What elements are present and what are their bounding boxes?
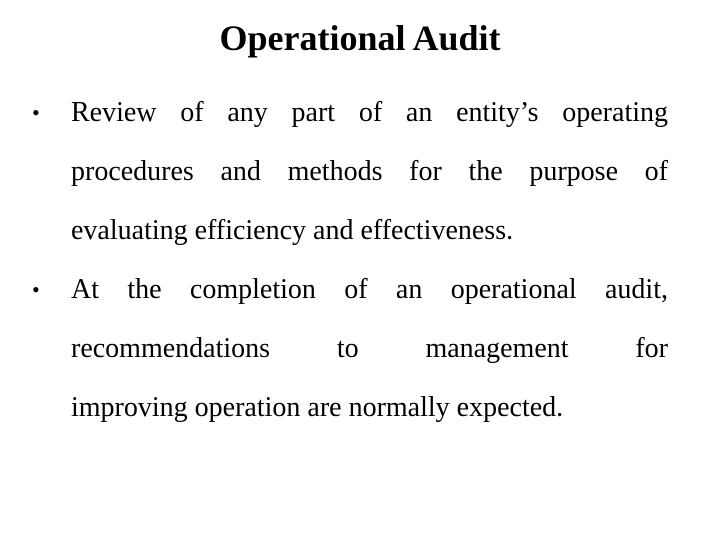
bullet-list bbox=[0, 88, 720, 442]
bullet-text-line: Review of any part of an entity’s operating bbox=[71, 97, 668, 128]
bullet-dot-icon: • bbox=[32, 277, 40, 302]
bullet-text-line: recommendations to management for bbox=[71, 333, 668, 364]
bullet-text-line: procedures and methods for the purpose of bbox=[71, 156, 668, 187]
bullet-item bbox=[0, 265, 720, 442]
bullet-text-line: At the completion of an operational audit, bbox=[71, 274, 668, 305]
bullet-text-line: improving operation are normally expected. bbox=[71, 392, 564, 423]
bullet-dot-icon: • bbox=[32, 100, 40, 125]
slide-title: Operational Audit bbox=[219, 18, 501, 58]
bullet-item bbox=[0, 88, 720, 265]
bullet-text-line: evaluating efficiency and effectiveness. bbox=[71, 215, 514, 246]
